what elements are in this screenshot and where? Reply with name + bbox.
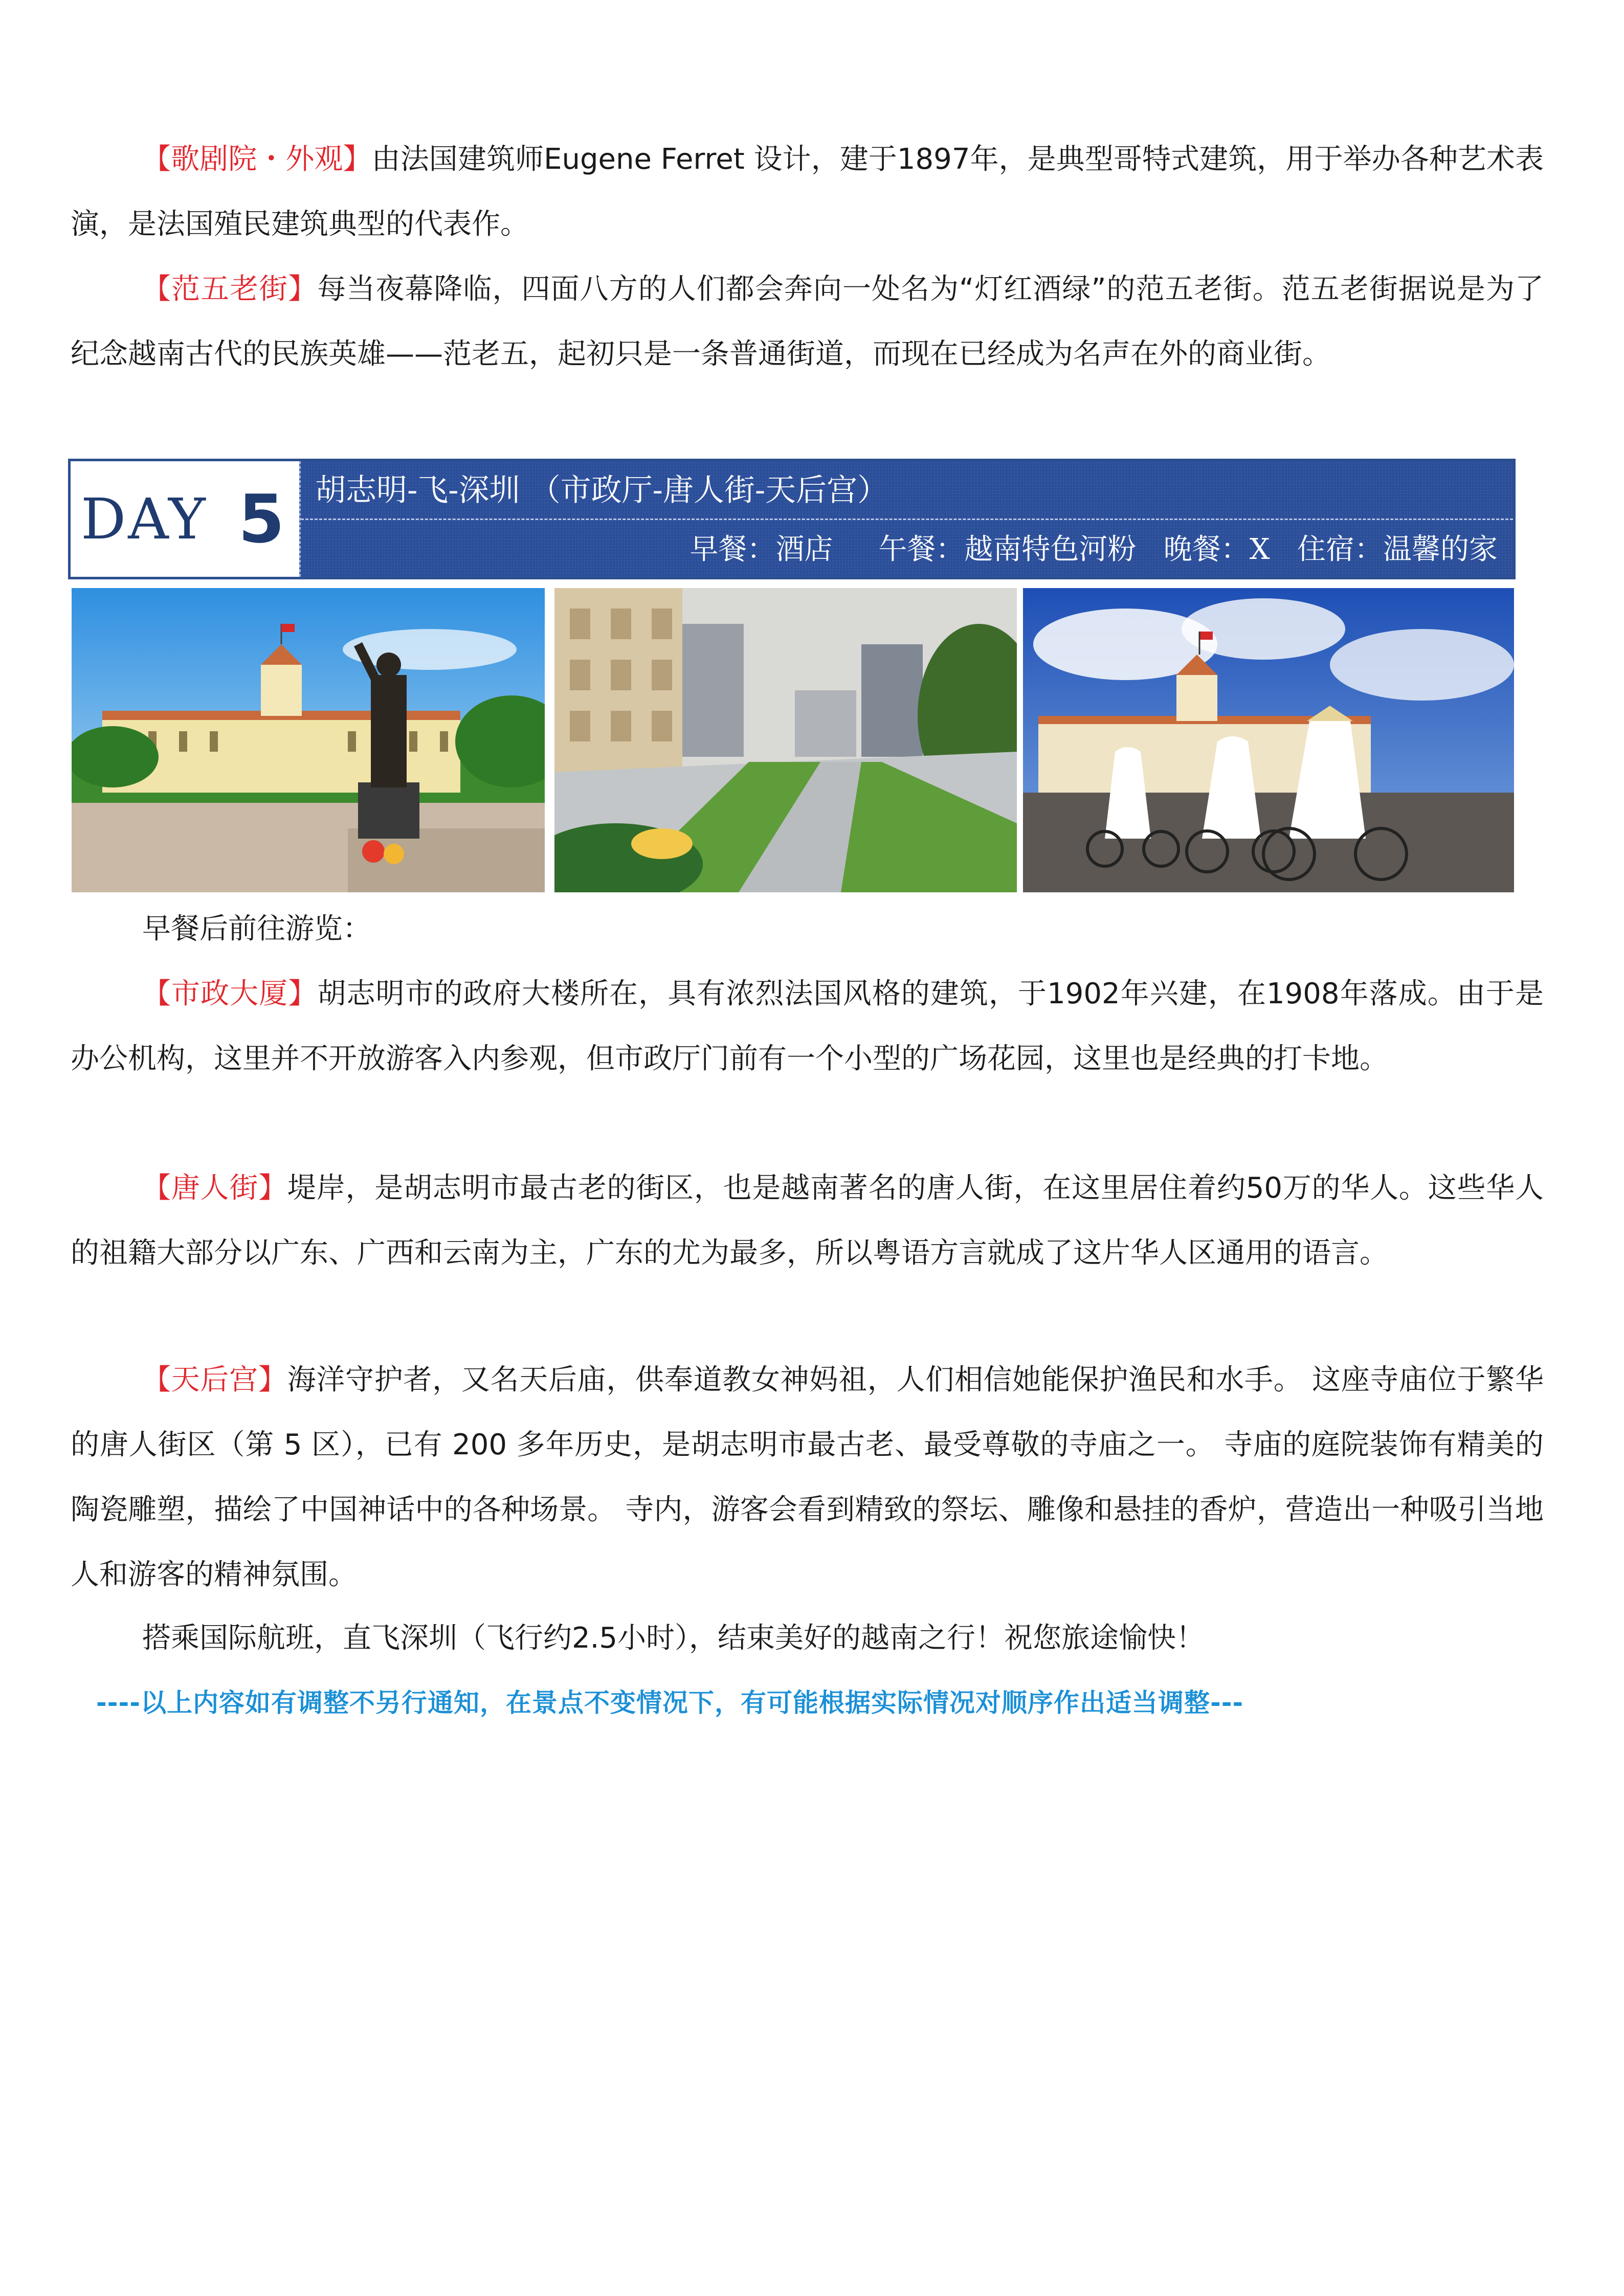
pham-ngu-lao-text: 每当夜幕降临，四面八方的人们都会奔向一处名为“灯红酒绿”的范五老街。范五老街据说是为了纪念越南古代的民族英雄——范老五，起初只是一条普通街道，而现在已经成为名声在外的商业街。 xyxy=(71,273,1544,371)
city-hall-tag: 【市政大厦】 xyxy=(142,977,318,1010)
city-hall-text: 胡志明市的政府大楼所在，具有浓烈法国风格的建筑，于1902年兴建，在1908年落成。由于是办公机构，这里并不开放游客入内参观，但市政厅门前有一个小型的广场花园，这里也是经典的打卡地。 xyxy=(71,977,1544,1075)
chinatown-text: 堤岸，是胡志明市最古老的街区，也是越南著名的唐人街，在这里居住着约50万的华人。这些华人的祖籍大部分以广东、广西和云南为主，广东的尤为最多，所以粤语方言就成了这片华人区通用的语言。 xyxy=(71,1172,1544,1270)
day-banner xyxy=(299,461,1513,577)
nguyen-hue-street-photo xyxy=(554,588,1017,892)
thien-hau-paragraph xyxy=(71,1347,1544,1607)
opera-text: 由法国建筑师Eugene Ferret 设计，建于1897年，是典型哥特式建筑，用于举办各种艺术表演，是法国殖民建筑典型的代表作。 xyxy=(71,143,1544,241)
day-header xyxy=(68,459,1516,579)
tour-lead: 早餐后前往游览： xyxy=(142,912,371,946)
chinatown-tag: 【唐人街】 xyxy=(142,1172,287,1205)
opera-tag: 【歌剧院・外观】 xyxy=(142,143,372,176)
closing-paragraph: 搭乘国际航班，直飞深圳（飞行约2.5小时），结束美好的越南之行！祝您旅途愉快！ xyxy=(142,1622,1205,1655)
day-divider xyxy=(301,519,1513,520)
city-hall-paragraph xyxy=(71,961,1544,1091)
thien-hau-text: 海洋守护者，又名天后庙，供奉道教女神妈祖，人们相信她能保护渔民和水手。 这座寺庙位于繁华的唐人街区（第 5 区），已有 200 多年历史，是胡志明市最古老、最受尊敬的寺庙之一。 寺庙的庭院装饰有精美的陶瓷雕塑，描绘了中国神话中的各种场景。 寺内，游客会看到精致的祭坛、雕像和悬挂的香炉，营造出一种吸引当地人和游客的精神氛围。 xyxy=(71,1363,1544,1591)
day-label xyxy=(81,461,296,577)
thien-hau-tag: 【天后宫】 xyxy=(142,1363,287,1397)
ao-dai-cyclists-photo xyxy=(1023,588,1514,892)
adjustment-note: ----以上内容如有调整不另行通知，在景点不变情况下，有可能根据实际情况对顺序作出适当调整--- xyxy=(96,1688,1244,1718)
day-number: 5 xyxy=(238,480,287,558)
pham-ngu-lao-paragraph xyxy=(71,257,1544,387)
opera-paragraph xyxy=(71,127,1544,257)
day-meals: 早餐：酒店 午餐：越南特色河粉 晚餐：X 住宿：温馨的家 xyxy=(689,533,1498,566)
chinatown-paragraph xyxy=(71,1156,1544,1286)
day-word: DAY xyxy=(81,486,208,552)
pham-ngu-lao-tag: 【范五老街】 xyxy=(142,273,318,306)
day-title: 胡志明-飞-深圳 （市政厅-唐人街-天后宫） xyxy=(315,472,888,508)
city-hall-statue-photo xyxy=(72,588,545,892)
